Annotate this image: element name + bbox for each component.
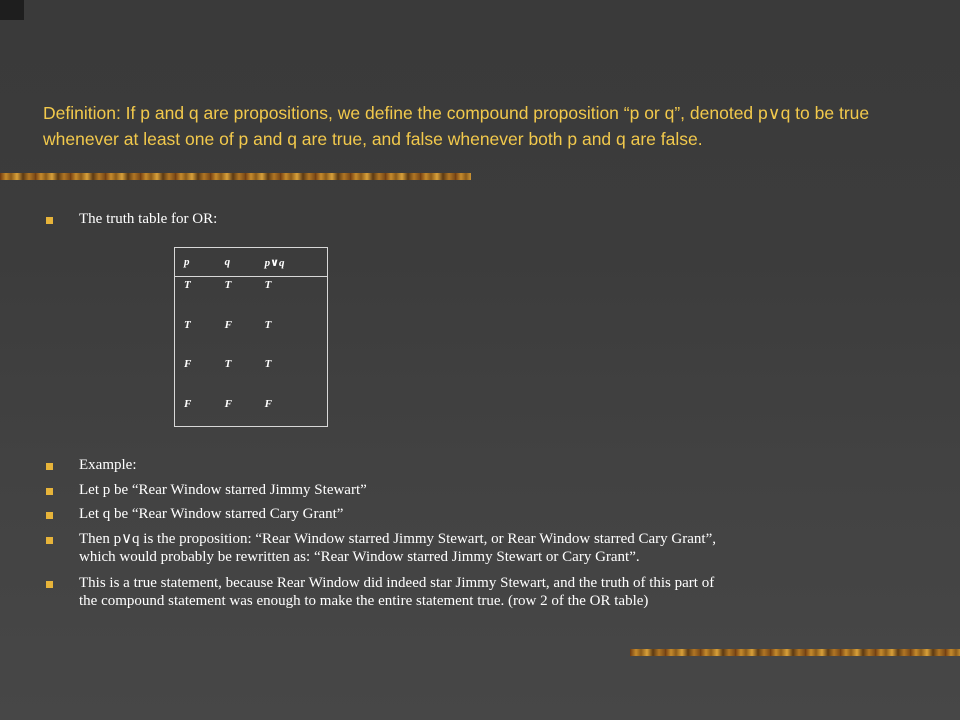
table-cell: T	[184, 279, 191, 291]
corner-mark	[0, 0, 24, 20]
table-header-row	[175, 248, 328, 277]
table-row	[175, 356, 328, 396]
header-p-or-q: p∨q	[256, 248, 328, 277]
table-cell: T	[184, 318, 191, 331]
or-truth-table	[174, 247, 328, 427]
bullet-then-line2: which would probably be rewritten as: “Rear Window starred Jimmy Stewart or Cary Grant”.	[79, 549, 640, 565]
bullet-let-p: Let p be “Rear Window starred Jimmy Stewart”	[79, 482, 367, 498]
bullet-square-icon	[46, 512, 53, 519]
table-cell: T	[264, 358, 272, 371]
table-cell: T	[264, 318, 272, 331]
bullet-true-statement-line2: the compound statement was enough to make the entire statement true. (row 2 of the OR table)	[79, 593, 649, 609]
bullet-square-icon	[46, 463, 53, 470]
decorative-divider-top	[0, 173, 471, 180]
bullet-true-statement-line1: This is a true statement, because Rear Window did indeed star Jimmy Stewart, and the truth of this part of	[79, 575, 715, 591]
slide-title: Definition: If p and q are propositions, we define the compound proposition “p or q”, denoted p∨q to be true whenever at least one of p and q are true, and false whenever both p and q are false.	[43, 103, 870, 149]
bullet-let-q: Let q be “Rear Window starred Cary Grant”	[79, 506, 344, 522]
decorative-divider-bottom	[630, 649, 960, 656]
bullet-square-icon	[46, 217, 53, 224]
bullet-example: Example:	[79, 457, 137, 473]
table-cell: F	[264, 397, 272, 410]
table-cell: T	[224, 358, 232, 371]
bullet-square-icon	[46, 581, 53, 588]
bullet-square-icon	[46, 488, 53, 495]
header-q: q	[216, 248, 256, 277]
table-cell: F	[224, 318, 232, 331]
table-row	[175, 317, 328, 357]
table-cell: F	[184, 358, 192, 371]
bullet-truth-table-intro: The truth table for OR:	[79, 211, 218, 227]
bullet-square-icon	[46, 537, 53, 544]
table-cell: T	[264, 279, 272, 291]
table-cell: F	[224, 397, 232, 410]
table-cell: F	[184, 397, 192, 410]
header-p: p	[175, 248, 216, 277]
table-cell: T	[224, 279, 232, 291]
table-row	[175, 396, 328, 427]
table-row	[175, 277, 328, 317]
bullet-then-line1: Then p∨q is the proposition: “Rear Window starred Jimmy Stewart, or Rear Window starred Cary Grant”,	[79, 531, 716, 547]
